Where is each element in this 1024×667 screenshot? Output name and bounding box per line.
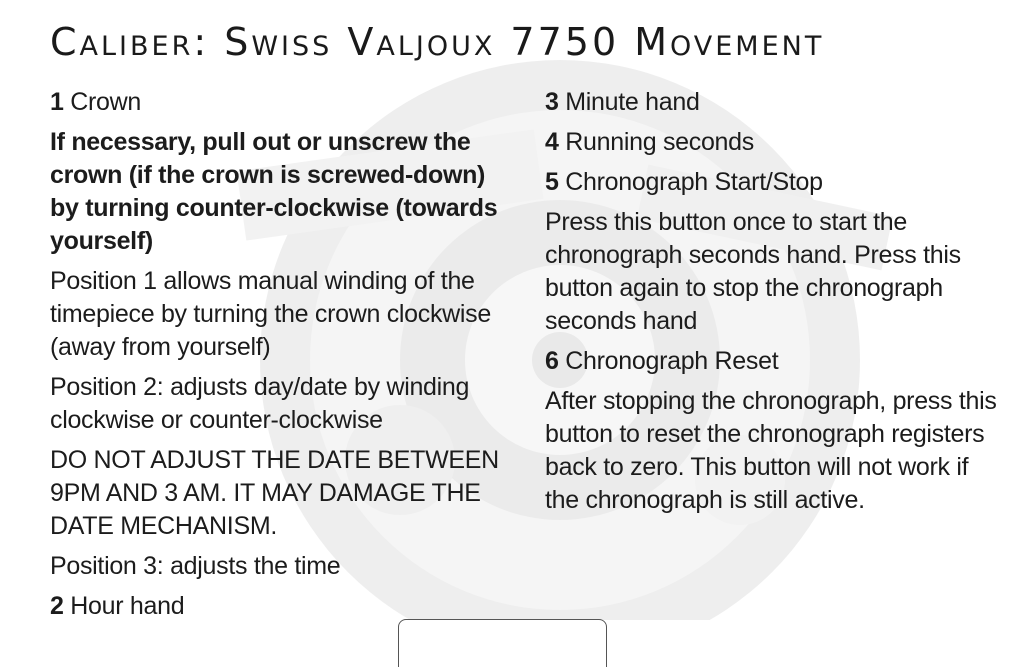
right-column <box>545 86 1000 524</box>
page-title: Caliber: Swiss Valjoux 7750 Movement <box>50 20 825 64</box>
chrono-reset-description: After stopping the chronograph, press this button to reset the chronograph registers back to zero. This button will not work if the chronograph is still active. <box>545 387 997 514</box>
empty-callout-box <box>398 619 607 667</box>
position-3-text: Position 3: adjusts the time <box>50 552 341 580</box>
minute-hand-heading: 3 Minute hand <box>545 88 700 116</box>
left-column <box>50 86 500 630</box>
running-seconds-heading: 4 Running seconds <box>545 128 754 156</box>
crown-heading: 1 Crown <box>50 88 142 116</box>
chrono-start-heading: 5 Chronograph Start/Stop <box>545 168 823 196</box>
position-2-text: Position 2: adjusts day/date by winding clockwise or counter-clockwise <box>50 373 470 434</box>
chrono-start-description: Press this button once to start the chronograph seconds hand. Press this button again to stop the chronograph seconds hand <box>545 208 961 335</box>
hour-hand-heading: 2 Hour hand <box>50 592 185 620</box>
position-1-text: Position 1 allows manual winding of the timepiece by turning the crown clockwise (away from yourself) <box>50 267 491 361</box>
date-warning: DO NOT ADJUST THE DATE BETWEEN 9PM AND 3 AM. IT MAY DAMAGE THE DATE MECHANISM. <box>50 446 499 540</box>
crown-instruction: If necessary, pull out or unscrew the crown (if the crown is screwed-down) by turning counter-clockwise (towards yourself) <box>50 128 498 255</box>
chrono-reset-heading: 6 Chronograph Reset <box>545 347 779 375</box>
